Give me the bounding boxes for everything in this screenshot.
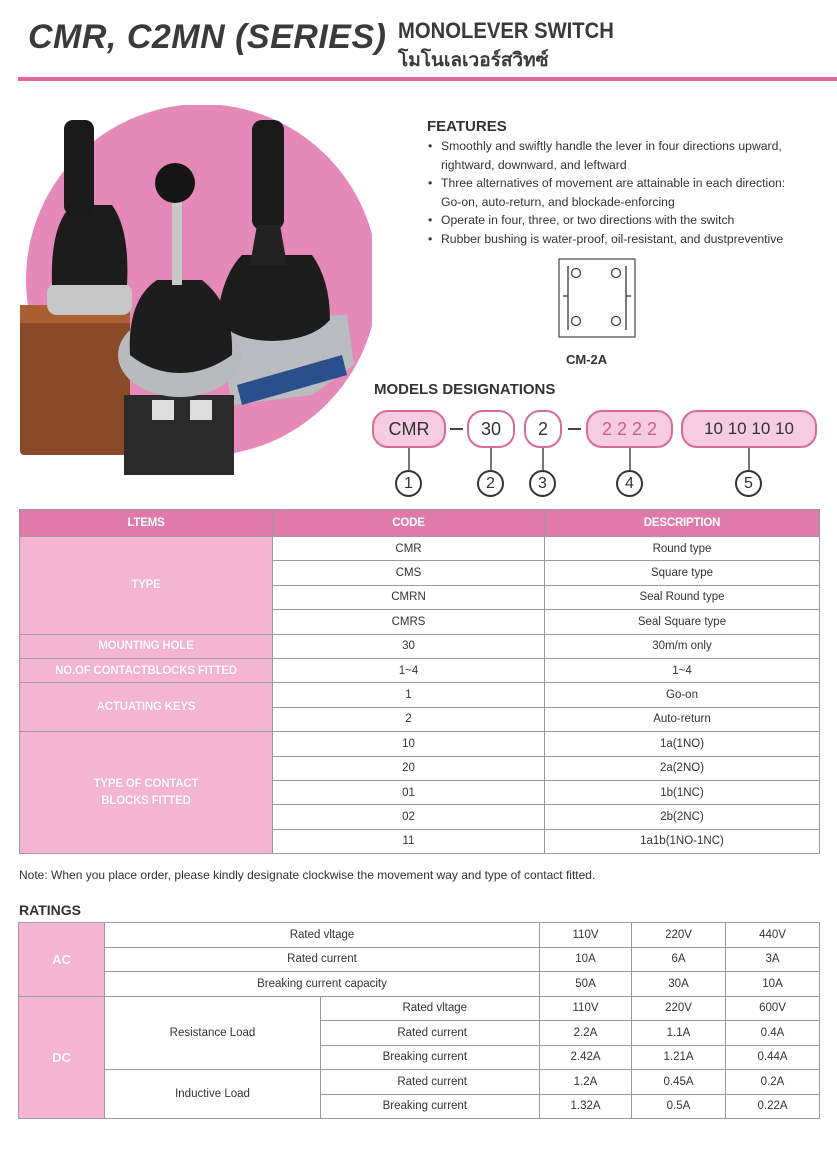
code-cell: 01 (273, 780, 545, 804)
model-separator (568, 428, 581, 430)
ratings-row (19, 972, 820, 997)
item-contactblocks: NO.OF CONTACTBLOCKS FITTED (20, 658, 273, 682)
connector-line (748, 448, 750, 470)
rating-value: 0.44A (726, 1045, 820, 1070)
ratings-row (19, 996, 820, 1021)
connector-line (542, 448, 544, 470)
rating-value: 600V (726, 996, 820, 1021)
ac-label: AC (19, 923, 105, 997)
description-cell: Seal Round type (545, 585, 820, 609)
table-row (20, 732, 820, 756)
rating-value: 220V (632, 996, 726, 1021)
description-cell: 1b(1NC) (545, 780, 820, 804)
ratings-row (19, 923, 820, 948)
table-row (20, 683, 820, 707)
model-part-type: CMR (372, 410, 446, 448)
inductive-load-label: Inductive Load (105, 1070, 321, 1119)
subtitle-english: MONOLEVER SWITCH (398, 18, 614, 43)
ratings-row (19, 947, 820, 972)
item-contact-type-line2: BLOCKS FITTED (101, 795, 191, 808)
code-cell: 10 (273, 732, 545, 756)
diagram-label: CM-2A (566, 352, 608, 367)
rating-value: 0.5A (632, 1094, 726, 1119)
features-list (427, 137, 807, 248)
rating-name: Breaking current (321, 1045, 540, 1070)
rating-value: 50A (540, 972, 632, 997)
designation-number: 3 (529, 470, 556, 497)
feature-item: • Operate in four, three, or two directions with the switch (427, 211, 807, 230)
rating-value: 1.32A (540, 1094, 632, 1119)
code-cell: CMR (273, 537, 545, 561)
code-cell: 11 (273, 829, 545, 853)
model-part-contacts: 10 10 10 10 (681, 410, 817, 448)
description-cell: 30m/m only (545, 634, 820, 658)
description-cell: Round type (545, 537, 820, 561)
rating-name: Rated current (321, 1070, 540, 1095)
code-cell: 20 (273, 756, 545, 780)
product-photo (12, 105, 372, 485)
rating-value: 2.2A (540, 1021, 632, 1046)
description-cell: 2a(2NO) (545, 756, 820, 780)
rating-value: 220V (632, 923, 726, 948)
table-row (20, 658, 820, 682)
rating-value: 10A (726, 972, 820, 997)
rating-value: 1.2A (540, 1070, 632, 1095)
models-title: MODELS DESIGNATIONS (374, 381, 556, 398)
specification-table (19, 509, 820, 854)
table-row (20, 634, 820, 658)
description-cell: 1a(1NO) (545, 732, 820, 756)
designation-number: 5 (735, 470, 762, 497)
code-cell: CMRN (273, 585, 545, 609)
rating-value: 10A (540, 947, 632, 972)
header-items: LTEMS (20, 510, 273, 537)
ratings-title: RATINGS (19, 902, 81, 918)
item-type: TYPE (20, 537, 273, 635)
model-part-actuating: 2 (524, 410, 562, 448)
contact-diagram (558, 258, 636, 338)
rating-value: 110V (540, 923, 632, 948)
description-cell: Auto-return (545, 707, 820, 731)
feature-item: • Smoothly and swiftly handle the lever in four directions upward, rightward, downward, and leftward (427, 137, 807, 174)
item-mounting-hole: MOUNTING HOLE (20, 634, 273, 658)
code-cell: 02 (273, 805, 545, 829)
rating-name: Rated current (321, 1021, 540, 1046)
rating-value: 0.22A (726, 1094, 820, 1119)
code-cell: 1~4 (273, 658, 545, 682)
page-title: CMR, C2MN (SERIES) (28, 18, 387, 56)
ratings-row (19, 1070, 820, 1095)
rating-value: 110V (540, 996, 632, 1021)
rating-value: 1.21A (632, 1045, 726, 1070)
item-contact-type-line1: TYPE OF CONTACT (93, 778, 199, 791)
table-row (20, 537, 820, 561)
connector-line (490, 448, 492, 470)
subtitle-thai: โมโนเลเวอร์สวิทซ์ (398, 49, 549, 71)
model-part-directions: 2 2 2 2 (586, 410, 673, 448)
code-cell: CMRS (273, 610, 545, 634)
table-header-row (20, 510, 820, 537)
connector-line (408, 448, 410, 470)
code-cell: 2 (273, 707, 545, 731)
description-cell: 2b(2NC) (545, 805, 820, 829)
rating-name: Rated vltage (321, 996, 540, 1021)
rating-value: 1.1A (632, 1021, 726, 1046)
designation-number: 2 (477, 470, 504, 497)
rating-name: Rated current (105, 947, 540, 972)
header-divider (18, 77, 837, 81)
connector-line (629, 448, 631, 470)
feature-item: • Three alternatives of movement are attainable in each direction: Go-on, auto-return, and blockade-enforcing (427, 174, 807, 211)
rating-value: 2.42A (540, 1045, 632, 1070)
description-cell: Seal Square type (545, 610, 820, 634)
rating-name: Rated vltage (105, 923, 540, 948)
description-cell: Square type (545, 561, 820, 585)
rating-value: 0.2A (726, 1070, 820, 1095)
code-cell: CMS (273, 561, 545, 585)
item-contact-type (20, 732, 273, 854)
feature-item: • Rubber bushing is water-proof, oil-resistant, and dustpreventive (427, 230, 807, 249)
features-title: FEATURES (427, 118, 507, 135)
order-note: Note: When you place order, please kindly designate clockwise the movement way and type of contact fitted. (19, 868, 596, 882)
code-cell: 1 (273, 683, 545, 707)
item-actuating-keys: ACTUATING KEYS (20, 683, 273, 732)
dc-label: DC (19, 996, 105, 1119)
rating-value: 440V (726, 923, 820, 948)
description-cell: 1~4 (545, 658, 820, 682)
rating-value: 3A (726, 947, 820, 972)
designation-number: 1 (395, 470, 422, 497)
rating-name: Breaking current capacity (105, 972, 540, 997)
ratings-table (18, 922, 820, 1119)
rating-value: 0.45A (632, 1070, 726, 1095)
rating-value: 6A (632, 947, 726, 972)
designation-number: 4 (616, 470, 643, 497)
description-cell: Go-on (545, 683, 820, 707)
description-cell: 1a1b(1NO-1NC) (545, 829, 820, 853)
rating-value: 30A (632, 972, 726, 997)
header-description: DESCRIPTION (545, 510, 820, 537)
rating-value: 0.4A (726, 1021, 820, 1046)
model-separator (450, 428, 463, 430)
rating-name: Breaking current (321, 1094, 540, 1119)
resistance-load-label: Resistance Load (105, 996, 321, 1070)
model-part-mounting: 30 (467, 410, 515, 448)
code-cell: 30 (273, 634, 545, 658)
header-code: CODE (273, 510, 545, 537)
